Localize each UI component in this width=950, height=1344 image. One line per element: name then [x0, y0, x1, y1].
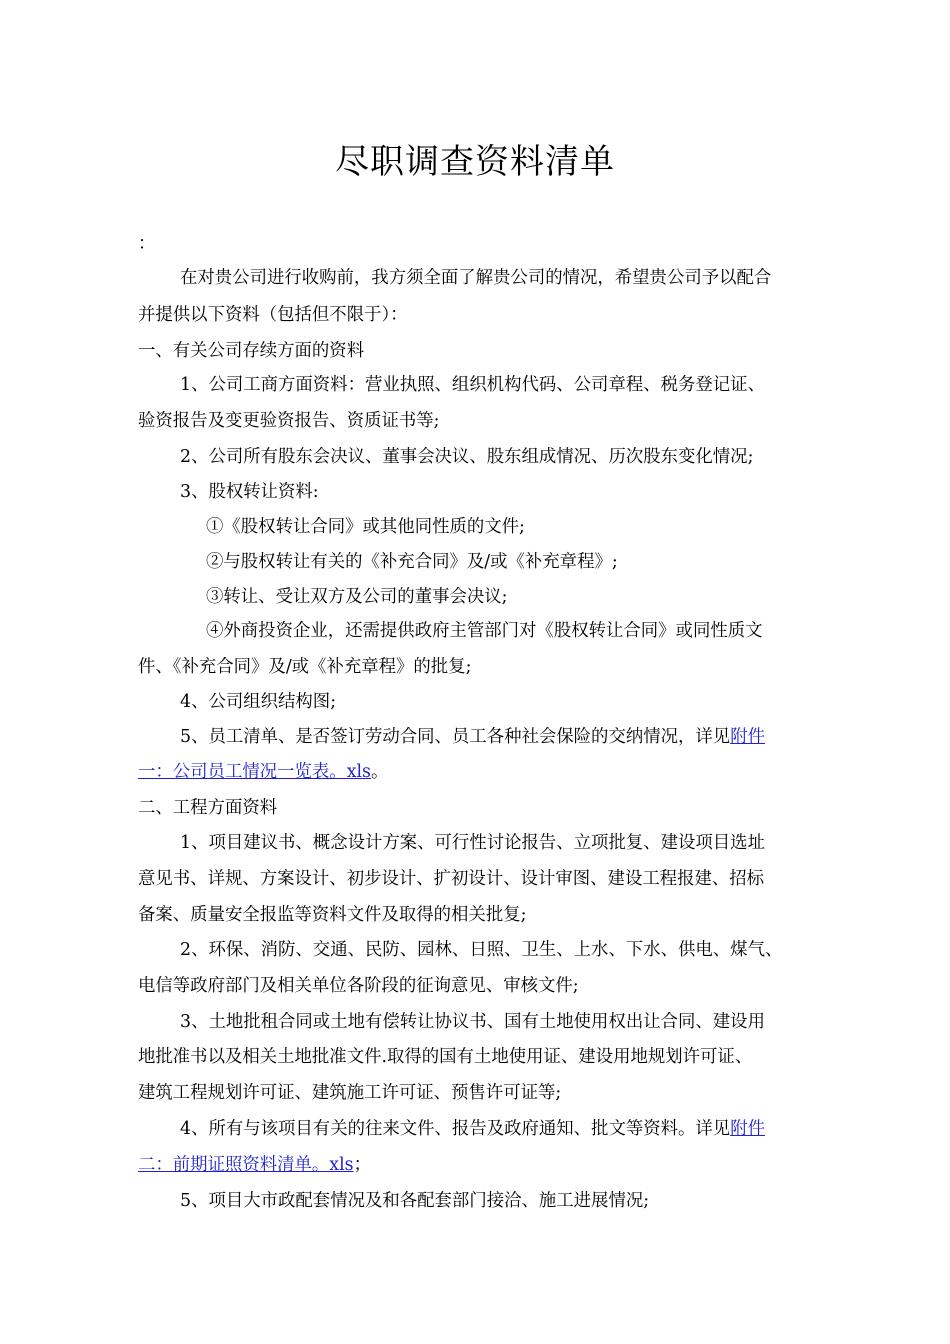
salutation: ：: [138, 234, 156, 254]
s1-sub2: ②与股权转让有关的《补充合同》及/或《补充章程》;: [206, 552, 618, 572]
s2-item4-text: 4、所有与该项目有关的往来文件、报告及政府通知、批文等资料。详见: [180, 1119, 731, 1139]
document-title: 尽职调查资料清单: [335, 142, 615, 182]
s1-item3: 3、股权转让资料:: [180, 482, 319, 502]
s1-item5-line2: [138, 760, 388, 784]
attachment-2-link-part1[interactable]: 附件: [730, 1119, 765, 1139]
s1-sub3: ③转让、受让双方及公司的董事会决议;: [206, 587, 508, 607]
s2-item3-line3: 建筑工程规划许可证、建筑施工许可证、预售许可证等;: [138, 1083, 562, 1103]
section-heading-2: 二、工程方面资料: [138, 798, 278, 818]
s1-sub1: ①《股权转让合同》或其他同性质的文件;: [206, 517, 525, 537]
s2-item1-line2: 意见书、详规、方案设计、初步设计、扩初设计、设计审图、建设工程报建、招标: [138, 869, 765, 889]
s2-item4-end: ；: [353, 1155, 371, 1175]
s2-item5: 5、项目大市政配套情况及和各配套部门接洽、施工进展情况;: [180, 1191, 650, 1211]
s1-item4: 4、公司组织结构图;: [180, 692, 337, 712]
s1-sub4-line1: ④外商投资企业，还需提供政府主管部门对《股权转让合同》或同性质文: [206, 621, 763, 641]
section-heading-1: 一、有关公司存续方面的资料: [138, 341, 365, 361]
attachment-2-link-part2[interactable]: 二：前期证照资料清单。xls: [138, 1155, 354, 1175]
s1-item5-text: 5、员工清单、是否签订劳动合同、员工各种社会保险的交纳情况，详见: [180, 727, 731, 747]
s2-item1-line1: 1、项目建议书、概念设计方案、可行性讨论报告、立项批复、建设项目选址: [180, 833, 765, 853]
s1-item1-line1: 1、公司工商方面资料：营业执照、组织机构代码、公司章程、税务登记证、: [180, 375, 765, 395]
attachment-1-link-part1[interactable]: 附件: [730, 727, 765, 747]
intro-line-1: 在对贵公司进行收购前，我方须全面了解贵公司的情况，希望贵公司予以配合: [180, 268, 772, 288]
s2-item3-line2: 地批准书以及相关土地批准文件.取得的国有土地使用证、建设用地规划许可证、: [138, 1047, 753, 1067]
intro-line-2: 并提供以下资料（包括但不限于）：: [138, 305, 408, 325]
s2-item1-line3: 备案、质量安全报监等资料文件及取得的相关批复;: [138, 905, 527, 925]
s2-item3-line1: 3、土地批租合同或土地有偿转让协议书、国有土地使用权出让合同、建设用: [180, 1012, 765, 1032]
s1-sub4-line2: 件、《补充合同》及/或《补充章程》的批复;: [138, 657, 472, 677]
s1-item1-line2: 验资报告及变更验资报告、资质证书等;: [138, 411, 440, 431]
s2-item4-line1: [180, 1117, 765, 1141]
attachment-1-link-part2[interactable]: 一：公司员工情况一览表。xls: [138, 762, 371, 782]
s2-item4-line2: [138, 1153, 371, 1177]
s1-item2: 2、公司所有股东会决议、董事会决议、股东组成情况、历次股东变化情况;: [180, 447, 754, 467]
s1-item5-end: 。: [370, 762, 389, 782]
s2-item2-line2: 电信等政府部门及相关单位各阶段的征询意见、审核文件;: [138, 976, 579, 996]
s2-item2-line1: 2、环保、消防、交通、民防、园林、日照、卫生、上水、下水、供电、煤气、: [180, 940, 783, 960]
s1-item5-line1: [180, 725, 765, 749]
